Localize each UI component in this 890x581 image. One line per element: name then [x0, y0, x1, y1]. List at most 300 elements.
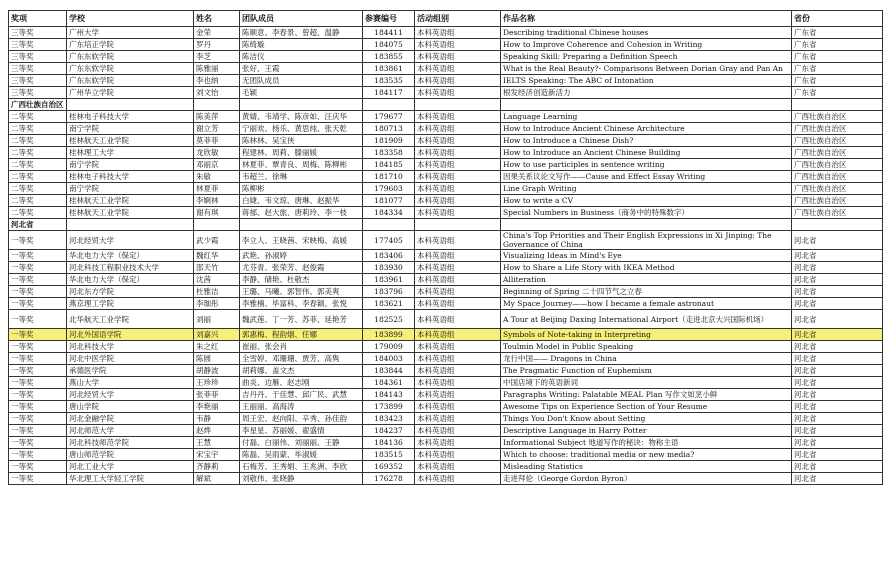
cell-entry-id: 169352	[363, 461, 415, 473]
cell-team: 曲炎、边雁、赵志刚	[240, 377, 363, 389]
cell-province: 河北省	[792, 298, 883, 310]
cell-work-title: How to Introduce Ancient Chinese Architecture	[501, 123, 792, 135]
cell-work-title: How to Share a Life Story with IKEA Method	[501, 262, 792, 274]
region-empty-cell	[194, 99, 240, 111]
cell-school: 广东东软学院	[67, 75, 194, 87]
header-name: 姓名	[194, 11, 240, 27]
cell-team: 陈林林、吴宝侠	[240, 135, 363, 147]
cell-entry-id: 181710	[363, 171, 415, 183]
cell-award: 三等奖	[9, 27, 67, 39]
cell-group: 本科英语组	[415, 39, 501, 51]
table-row	[9, 449, 883, 461]
cell-entry-id: 183535	[363, 75, 415, 87]
cell-work-title: Awesome Tips on Experience Section of Your Resume	[501, 401, 792, 413]
region-empty-cell	[363, 219, 415, 231]
table-row	[9, 413, 883, 425]
cell-name: 莫菲菲	[194, 135, 240, 147]
table-row	[9, 27, 883, 39]
cell-school: 华北电力大学（保定）	[67, 250, 194, 262]
cell-entry-id: 183961	[363, 274, 415, 286]
cell-name: 李珈彤	[194, 298, 240, 310]
cell-province: 河北省	[792, 449, 883, 461]
cell-name: 赵烨	[194, 425, 240, 437]
cell-award: 三等奖	[9, 63, 67, 75]
cell-group: 本科英语组	[415, 401, 501, 413]
cell-entry-id: 184075	[363, 39, 415, 51]
cell-team: 蒋郁、赵大旅、唐莉玲、李一枝	[240, 207, 363, 219]
cell-province: 广东省	[792, 87, 883, 99]
cell-group: 本科英语组	[415, 353, 501, 365]
cell-school: 桂林电子科技大学	[67, 171, 194, 183]
region-empty-cell	[240, 99, 363, 111]
cell-award: 二等奖	[9, 123, 67, 135]
region-empty-cell	[501, 99, 792, 111]
header-group: 活动组别	[415, 11, 501, 27]
cell-award: 一等奖	[9, 365, 67, 377]
cell-group: 本科英语组	[415, 298, 501, 310]
cell-group: 本科英语组	[415, 274, 501, 286]
cell-work-title: Special Numbers in Business（商务中的特殊数字）	[501, 207, 792, 219]
cell-team: 李雅楠、毕富科、李春颖、张悦	[240, 298, 363, 310]
cell-name: 杜雅洁	[194, 286, 240, 298]
cell-school: 河北东方学院	[67, 286, 194, 298]
cell-group: 本科英语组	[415, 231, 501, 250]
cell-school: 河北经贸大学	[67, 389, 194, 401]
cell-province: 河北省	[792, 389, 883, 401]
cell-name: 齐静莉	[194, 461, 240, 473]
cell-name: 金荣	[194, 27, 240, 39]
cell-group: 本科英语组	[415, 75, 501, 87]
region-empty-cell	[363, 99, 415, 111]
cell-group: 本科英语组	[415, 413, 501, 425]
cell-team: 程建林、周莉、滕丽媛	[240, 147, 363, 159]
cell-province: 河北省	[792, 274, 883, 286]
cell-group: 本科英语组	[415, 310, 501, 329]
cell-name: 邓丽京	[194, 159, 240, 171]
table-row	[9, 39, 883, 51]
cell-award: 二等奖	[9, 147, 67, 159]
cell-entry-id: 181909	[363, 135, 415, 147]
cell-province: 广东省	[792, 63, 883, 75]
cell-entry-id: 183899	[363, 329, 415, 341]
cell-team: 郭惠梅、程韵烟、任娜	[240, 329, 363, 341]
cell-team: 全雪婷、邓珊珊、贾芳、高隽	[240, 353, 363, 365]
cell-name: 朱敏	[194, 171, 240, 183]
cell-team: 尤芬青、张荣芳、赵俊霞	[240, 262, 363, 274]
cell-school: 桂林航天工业学院	[67, 195, 194, 207]
cell-group: 本科英语组	[415, 377, 501, 389]
cell-team: 刘敬伟、张晓静	[240, 473, 363, 485]
cell-work-title: Visualizing Ideas in Mind's Eye	[501, 250, 792, 262]
cell-school: 南宁学院	[67, 159, 194, 171]
cell-work-title: How to use participles in sentence writing	[501, 159, 792, 171]
cell-province: 河北省	[792, 353, 883, 365]
cell-name: 王慧	[194, 437, 240, 449]
cell-name: 解斌	[194, 473, 240, 485]
cell-work-title: My Space Journey——how I became a female astronaut	[501, 298, 792, 310]
cell-work-title: 根发经济创造新活力	[501, 87, 792, 99]
cell-school: 北华航天工业学院	[67, 310, 194, 329]
cell-group: 本科英语组	[415, 171, 501, 183]
cell-school: 南宁学院	[67, 183, 194, 195]
table-row	[9, 135, 883, 147]
cell-group: 本科英语组	[415, 389, 501, 401]
cell-province: 广西壮族自治区	[792, 183, 883, 195]
region-empty-cell	[501, 219, 792, 231]
cell-work-title: How to write a CV	[501, 195, 792, 207]
cell-name: 刘文怡	[194, 87, 240, 99]
cell-province: 广西壮族自治区	[792, 123, 883, 135]
cell-province: 广西壮族自治区	[792, 111, 883, 123]
cell-entry-id: 177405	[363, 231, 415, 250]
table-row	[9, 159, 883, 171]
cell-group: 本科英语组	[415, 51, 501, 63]
cell-team: 陈顺意、李春景、曾超、温静	[240, 27, 363, 39]
cell-name: 龙欣敏	[194, 147, 240, 159]
cell-entry-id: 184185	[363, 159, 415, 171]
cell-group: 本科英语组	[415, 207, 501, 219]
table-row	[9, 401, 883, 413]
table-row	[9, 473, 883, 485]
cell-work-title: Beginning of Spring 二十四节气之立春	[501, 286, 792, 298]
cell-group: 本科英语组	[415, 461, 501, 473]
cell-province: 广东省	[792, 39, 883, 51]
table-row	[9, 231, 883, 250]
cell-province: 广西壮族自治区	[792, 207, 883, 219]
cell-name: 刘嘉兴	[194, 329, 240, 341]
cell-entry-id: 176278	[363, 473, 415, 485]
table-row	[9, 195, 883, 207]
cell-name: 沈茜	[194, 274, 240, 286]
header-entry-id: 参赛编号	[363, 11, 415, 27]
cell-entry-id: 184003	[363, 353, 415, 365]
cell-entry-id: 179677	[363, 111, 415, 123]
region-empty-cell	[240, 219, 363, 231]
cell-school: 广东培正学院	[67, 39, 194, 51]
cell-work-title: Line Graph Writing	[501, 183, 792, 195]
cell-team: 吉丹丹、于佳慧、邱广民、武慧	[240, 389, 363, 401]
cell-award: 一等奖	[9, 437, 67, 449]
region-row	[9, 99, 883, 111]
region-empty-cell	[415, 219, 501, 231]
cell-group: 本科英语组	[415, 111, 501, 123]
cell-team: 韦超兰、徐琳	[240, 171, 363, 183]
cell-school: 桂林航天工业学院	[67, 135, 194, 147]
cell-team: 石梅芳、王秀娟、王兆洲、李欣	[240, 461, 363, 473]
cell-team: 王璐、马曦、郭智伟、郭美爽	[240, 286, 363, 298]
cell-entry-id: 184143	[363, 389, 415, 401]
region-label: 河北省	[9, 219, 67, 231]
cell-award: 一等奖	[9, 286, 67, 298]
cell-province: 广西壮族自治区	[792, 147, 883, 159]
cell-name: 李婀林	[194, 195, 240, 207]
cell-school: 河北科技大学	[67, 341, 194, 353]
table-row	[9, 274, 883, 286]
cell-work-title: Language Learning	[501, 111, 792, 123]
cell-award: 一等奖	[9, 262, 67, 274]
cell-school: 河北工业大学	[67, 461, 194, 473]
cell-entry-id: 179009	[363, 341, 415, 353]
cell-province: 河北省	[792, 461, 883, 473]
table-row	[9, 310, 883, 329]
cell-team: 宁丽欢、杨乐、黄思纯、张天乾	[240, 123, 363, 135]
cell-name: 朱之红	[194, 341, 240, 353]
cell-group: 本科英语组	[415, 329, 501, 341]
region-empty-cell	[792, 219, 883, 231]
cell-school: 唐山学院	[67, 401, 194, 413]
region-empty-cell	[792, 99, 883, 111]
region-label: 广西壮族自治区	[9, 99, 67, 111]
cell-team: 武艳、孙淑婷	[240, 250, 363, 262]
cell-school: 华北理工大学轻工学院	[67, 473, 194, 485]
cell-group: 本科英语组	[415, 473, 501, 485]
table-row	[9, 353, 883, 365]
cell-name: 陈美萍	[194, 111, 240, 123]
cell-award: 一等奖	[9, 231, 67, 250]
cell-team: 白婕、韦文琼、唐琳、赵振华	[240, 195, 363, 207]
cell-province: 广东省	[792, 51, 883, 63]
cell-work-title: The Pragmatic Function of Euphemism	[501, 365, 792, 377]
cell-award: 三等奖	[9, 87, 67, 99]
cell-group: 本科英语组	[415, 183, 501, 195]
cell-school: 河北经贸大学	[67, 231, 194, 250]
cell-award: 三等奖	[9, 51, 67, 63]
cell-group: 本科英语组	[415, 147, 501, 159]
cell-school: 河北中医学院	[67, 353, 194, 365]
cell-school: 广东东软学院	[67, 51, 194, 63]
table-row	[9, 123, 883, 135]
cell-award: 二等奖	[9, 183, 67, 195]
cell-province: 河北省	[792, 341, 883, 353]
cell-group: 本科英语组	[415, 449, 501, 461]
table-row	[9, 286, 883, 298]
cell-work-title: Alliteration	[501, 274, 792, 286]
cell-school: 河北外国语学院	[67, 329, 194, 341]
table-row	[9, 389, 883, 401]
cell-award: 一等奖	[9, 473, 67, 485]
cell-school: 南宁学院	[67, 123, 194, 135]
cell-entry-id: 183515	[363, 449, 415, 461]
cell-school: 桂林电子科技大学	[67, 111, 194, 123]
header-work-title: 作品名称	[501, 11, 792, 27]
cell-work-title: Paragraphs Writing: Palatable MEAL Plan 写作文如烹小鲜	[501, 389, 792, 401]
cell-team: 周王宏、赵向阳、辛秀、孙佳韵	[240, 413, 363, 425]
cell-entry-id: 183621	[363, 298, 415, 310]
cell-group: 本科英语组	[415, 27, 501, 39]
cell-name: 谢有琪	[194, 207, 240, 219]
cell-entry-id: 183423	[363, 413, 415, 425]
cell-name: 胡静波	[194, 365, 240, 377]
table-body	[9, 27, 883, 485]
cell-entry-id: 181077	[363, 195, 415, 207]
cell-group: 本科英语组	[415, 135, 501, 147]
header-team: 团队成员	[240, 11, 363, 27]
cell-province: 河北省	[792, 262, 883, 274]
cell-work-title: Speaking Skill: Preparing a Definition Speech	[501, 51, 792, 63]
cell-name: 谢立芳	[194, 123, 240, 135]
region-empty-cell	[67, 219, 194, 231]
cell-school: 燕山大学	[67, 377, 194, 389]
cell-name: 李也纳	[194, 75, 240, 87]
table-row	[9, 461, 883, 473]
cell-team: 陈绮璇	[240, 39, 363, 51]
cell-team: 胡莉娜、盖文杰	[240, 365, 363, 377]
cell-group: 本科英语组	[415, 123, 501, 135]
cell-award: 一等奖	[9, 389, 67, 401]
cell-school: 河北科技师范学院	[67, 437, 194, 449]
cell-entry-id: 184411	[363, 27, 415, 39]
table-row	[9, 250, 883, 262]
table-row	[9, 171, 883, 183]
cell-province: 河北省	[792, 231, 883, 250]
cell-name: 李艳丽	[194, 401, 240, 413]
table-row	[9, 329, 883, 341]
cell-work-title: 走进拜伦（George Gordon Byron）	[501, 473, 792, 485]
cell-group: 本科英语组	[415, 437, 501, 449]
cell-entry-id: 183796	[363, 286, 415, 298]
cell-award: 一等奖	[9, 461, 67, 473]
cell-school: 唐山师范学院	[67, 449, 194, 461]
cell-school: 华北电力大学（保定）	[67, 274, 194, 286]
cell-group: 本科英语组	[415, 250, 501, 262]
cell-province: 河北省	[792, 401, 883, 413]
cell-team: 李星星、苏丽媛、翟盛情	[240, 425, 363, 437]
cell-work-title: 中国店境下的英语新词	[501, 377, 792, 389]
cell-work-title: 龙行中国—— Dragons in China	[501, 353, 792, 365]
cell-school: 广州大学	[67, 27, 194, 39]
cell-name: 陈圆	[194, 353, 240, 365]
cell-province: 广西壮族自治区	[792, 135, 883, 147]
cell-award: 一等奖	[9, 329, 67, 341]
cell-award: 三等奖	[9, 39, 67, 51]
cell-name: 李芝	[194, 51, 240, 63]
cell-award: 一等奖	[9, 341, 67, 353]
cell-group: 本科英语组	[415, 425, 501, 437]
cell-name: 林夏菲	[194, 183, 240, 195]
table-row	[9, 63, 883, 75]
cell-award: 一等奖	[9, 401, 67, 413]
cell-entry-id: 184237	[363, 425, 415, 437]
cell-work-title: Descriptive Language in Harry Potter	[501, 425, 792, 437]
cell-entry-id: 184117	[363, 87, 415, 99]
cell-work-title: Describing traditional Chinese houses	[501, 27, 792, 39]
table-row	[9, 183, 883, 195]
cell-team: 林夏菲、覃青良、周梅、陈柳彬	[240, 159, 363, 171]
cell-work-title: 因果关系议论文写作——Cause and Effect Essay Writing	[501, 171, 792, 183]
header-award: 奖项	[9, 11, 67, 27]
region-row	[9, 219, 883, 231]
cell-province: 河北省	[792, 437, 883, 449]
cell-award: 二等奖	[9, 111, 67, 123]
cell-province: 广西壮族自治区	[792, 159, 883, 171]
cell-team: 陈洁仪	[240, 51, 363, 63]
cell-entry-id: 183861	[363, 63, 415, 75]
cell-award: 一等奖	[9, 413, 67, 425]
cell-province: 广东省	[792, 27, 883, 39]
cell-school: 承德医学院	[67, 365, 194, 377]
cell-group: 本科英语组	[415, 195, 501, 207]
table-row	[9, 425, 883, 437]
cell-school: 桂林理工大学	[67, 147, 194, 159]
cell-name: 宋宝宇	[194, 449, 240, 461]
cell-province: 河北省	[792, 365, 883, 377]
table-row	[9, 262, 883, 274]
table-row	[9, 87, 883, 99]
cell-entry-id: 179603	[363, 183, 415, 195]
cell-award: 一等奖	[9, 310, 67, 329]
cell-group: 本科英语组	[415, 286, 501, 298]
cell-group: 本科英语组	[415, 262, 501, 274]
cell-award: 一等奖	[9, 449, 67, 461]
table-row	[9, 341, 883, 353]
awards-table	[8, 10, 883, 485]
cell-school: 河北师范大学	[67, 425, 194, 437]
cell-entry-id: 182525	[363, 310, 415, 329]
cell-award: 二等奖	[9, 195, 67, 207]
cell-award: 二等奖	[9, 207, 67, 219]
cell-work-title: Toulmin Model in Public Speaking	[501, 341, 792, 353]
table-row	[9, 51, 883, 63]
cell-award: 一等奖	[9, 425, 67, 437]
cell-entry-id: 184361	[363, 377, 415, 389]
header-province: 省份	[792, 11, 883, 27]
cell-name: 韦静	[194, 413, 240, 425]
table-row	[9, 437, 883, 449]
cell-province: 河北省	[792, 425, 883, 437]
cell-school: 桂林航天工业学院	[67, 207, 194, 219]
cell-entry-id: 184334	[363, 207, 415, 219]
cell-award: 二等奖	[9, 135, 67, 147]
header-school: 学校	[67, 11, 194, 27]
region-empty-cell	[415, 99, 501, 111]
cell-award: 三等奖	[9, 75, 67, 87]
cell-school: 广东东软学院	[67, 63, 194, 75]
cell-award: 二等奖	[9, 159, 67, 171]
header-row	[9, 11, 883, 27]
cell-province: 河北省	[792, 473, 883, 485]
cell-group: 本科英语组	[415, 365, 501, 377]
cell-team: 魏武莲、丁一芳、苏菲、延艳芳	[240, 310, 363, 329]
cell-name: 罗丹	[194, 39, 240, 51]
cell-group: 本科英语组	[415, 63, 501, 75]
cell-school: 广州华立学院	[67, 87, 194, 99]
cell-province: 广东省	[792, 75, 883, 87]
cell-province: 河北省	[792, 310, 883, 329]
cell-name: 陈雅丽	[194, 63, 240, 75]
cell-work-title: Things You Don't Know about Setting	[501, 413, 792, 425]
cell-work-title: What is the Real Beauty?- Comparisons Between Dorian Gray and Pan An	[501, 63, 792, 75]
cell-work-title: How to Introduce an Ancient Chinese Building	[501, 147, 792, 159]
cell-entry-id: 183930	[363, 262, 415, 274]
cell-team: 李静、储艳、杜敬杰	[240, 274, 363, 286]
table-row	[9, 365, 883, 377]
cell-group: 本科英语组	[415, 87, 501, 99]
cell-entry-id: 180713	[363, 123, 415, 135]
cell-name: 魏红华	[194, 250, 240, 262]
cell-entry-id: 184136	[363, 437, 415, 449]
cell-work-title: IELTS Speaking: The ABC of Intonation	[501, 75, 792, 87]
cell-team: 王丽丽、高海涛	[240, 401, 363, 413]
cell-work-title: Which to choose: traditional media or new media?	[501, 449, 792, 461]
cell-team: 毛颖	[240, 87, 363, 99]
cell-work-title: China's Top Priorities and Their English Expressions in Xi Jinping: The Governance of China	[501, 231, 792, 250]
table-row	[9, 207, 883, 219]
table-row	[9, 298, 883, 310]
cell-entry-id: 173899	[363, 401, 415, 413]
cell-name: 刘丽	[194, 310, 240, 329]
cell-province: 河北省	[792, 286, 883, 298]
cell-award: 一等奖	[9, 298, 67, 310]
